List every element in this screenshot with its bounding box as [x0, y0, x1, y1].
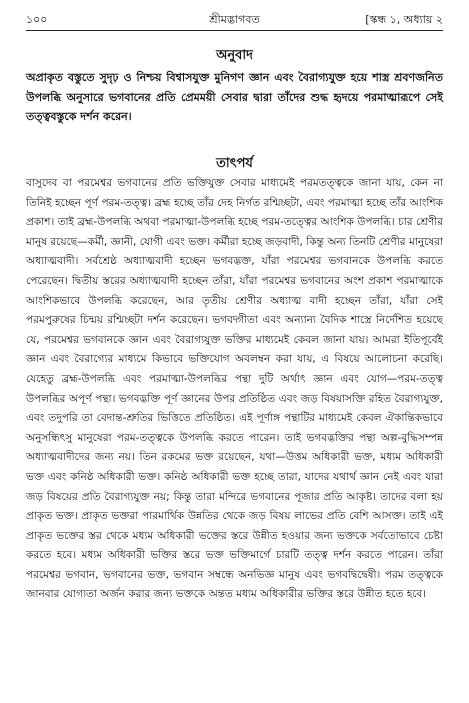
page-number: ১০০	[26, 13, 48, 26]
purport-body	[26, 174, 443, 605]
page-header	[26, 6, 443, 30]
translation-text: অপ্রাকৃত বস্তুতে সুদৃঢ় ও নিশ্চয় বিশ্বাসযুক্ত মুনিগণ জ্ঞান এবং বৈরাগ্যযুক্ত হয়ে শাস্ত্র শ্রবণজনিত উপলব্ধি অনুসারে ভগবানের প্রতি প্রেমময়ী সেবার দ্বারা তাঁদের শুদ্ধ হৃদয়ে পরমাত্মারূপে সেই তত্ত্ববস্তুকে দর্শন করেন।	[26, 71, 443, 123]
purport-paragraph: বাসুদেব বা পরমেশ্বর ভগবানের প্রতি ভক্তিযুক্ত সেবার মাধ্যমেই পরমতত্ত্বকে জানা যায়, কেন না তিনিই হচ্ছেন পূর্ণ পরম-তত্ত্ব। ব্রহ্ম হচ্ছে তাঁর দেহ নির্গত রশ্মিচ্ছটা, এবং পরমাত্মা হচ্ছে তাঁর আংশিক প্রকাশ। তাই ব্রহ্ম-উপলব্ধি অথবা পরমাত্মা-উপলব্ধি হচ্ছে পরম-তত্ত্বের আংশিক উপলব্ধি। চার শ্রেণীর মানুষ রয়েছে—কর্মী, জ্ঞানী, যোগী এবং ভক্ত। কর্মীরা হচ্ছে জড়বাদী, কিন্তু অন্য তিনটি শ্রেণীর মানুষেরা অধ্যাত্মবাদী। সর্বশ্রেষ্ঠ অধ্যাত্মবাদী হচ্ছেন ভগবদ্ভক্ত, যাঁরা পরমেশ্বর ভগবানকে উপলব্ধি করতে পেরেছেন। দ্বিতীয় স্তরের অধ্যাত্মবাদী হচ্ছেন তাঁরা, যাঁরা পরমেশ্বর ভগবানের অংশ প্রকাশ পরমাত্মাকে আংশিকভাবে উপলব্ধি করেছেন, আর তৃতীয় শ্রেণীর অধ্যাত্ম বাদী হচ্ছেন তাঁরা, যাঁরা সেই পরমপুরুষের চিন্ময় রশ্মিচ্ছটা দর্শন করেছেন। ভগবদ্গীতা এবং অন্যান্য বৈদিক শাস্ত্রে নির্দেশিত হয়েছে যে, পরমেশ্বর ভগবানকে জ্ঞান এবং বৈরাগ্যযুক্ত ভক্তির মাধ্যমেই কেবল জানা যায়। আমরা ইতিপূর্বেই জ্ঞান এবং বৈরাগ্যের মাধ্যমে কিভাবে ভক্তিযোগ অবলম্বন করা যায়, এ বিষয়ে আলোচনা করেছি। যেহেতু ব্রহ্ম-উপলব্ধি এবং পরমাত্মা-উপলব্ধির পন্থা দুটি অর্থাৎ জ্ঞান এবং যোগ—পরম-তত্ত্ব উপলব্ধির অপূর্ণ পন্থা। ভগবদ্ভক্তি পূর্ণ জ্ঞানের উপর প্রতিষ্ঠিত এবং জড় বিষয়াসক্তি রহিত বৈরাগ্যযুক্ত, এবং তদুপরি তা বেদান্ত-শ্রুতির ভিত্তিতে প্রতিষ্ঠিত। এই পূর্ণাঙ্গ পন্থাটির মাধ্যমেই কেবল ঐকান্তিকভাবে অনুসন্ধিৎসু মানুষেরা পরম-তত্ত্বকে উপলব্ধি করতে পারেন। তাই ভগবদ্ভক্তির পন্থা অল্প-বুদ্ধিসম্পন্ন অধ্যাত্মবাদীদের জন্য নয়। তিন রকমের ভক্ত রয়েছেন, যথা—উত্তম অধিকারী ভক্ত, মধ্যম অধিকারী ভক্ত এবং কনিষ্ঠ অধিকারী ভক্ত। কনিষ্ঠ অধিকারী ভক্ত হচ্ছে তারা, যাদের যথার্থ জ্ঞান নেই এবং যারা জড় বিষয়ের প্রতি বৈরাগ্যযুক্ত নয়; কিন্তু তারা মন্দিরে ভগবানের পূজার প্রতি আকৃষ্ট। তাদের বলা হয় প্রাকৃত ভক্ত। প্রাকৃত ভক্তরা পারমার্থিক উন্নতির থেকে জড় বিষয় লাভের প্রতি বেশি আসক্ত। তাই এই প্রাকৃত ভক্তের স্তর থেকে মধ্যম অধিকারী ভক্তের স্তরে উন্নীত হওয়ার জন্য ভক্তকে সর্বতোভাবে চেষ্টা করতে হবে। মধ্যম অধিকারী ভক্তির স্তরে ভক্ত ভক্তিমার্গে চারটি তত্ত্ব দর্শন করতে পারেন। তাঁরা পরমেশ্বর ভগবান, ভগবানের ভক্ত, ভগবান সম্বন্ধে অনভিজ্ঞ মানুষ এবং ভগবদ্বিদ্বেষী। পরম তত্ত্বকে জানবার যোগ্যতা অর্জন করার জন্য ভক্তকে অন্তত মধ্যম অধিকারীর ভক্তির স্তরে উন্নীত হতে হবে।	[26, 177, 443, 601]
translation-heading: অনুবাদ	[216, 48, 253, 63]
purport-heading: তাৎপর্য	[216, 156, 253, 171]
book-title: শ্রীমদ্ভাগবত	[209, 13, 260, 26]
section-reference: [স্কন্ধ ১, অধ্যায় ২	[365, 13, 443, 26]
header-rule	[26, 30, 443, 31]
